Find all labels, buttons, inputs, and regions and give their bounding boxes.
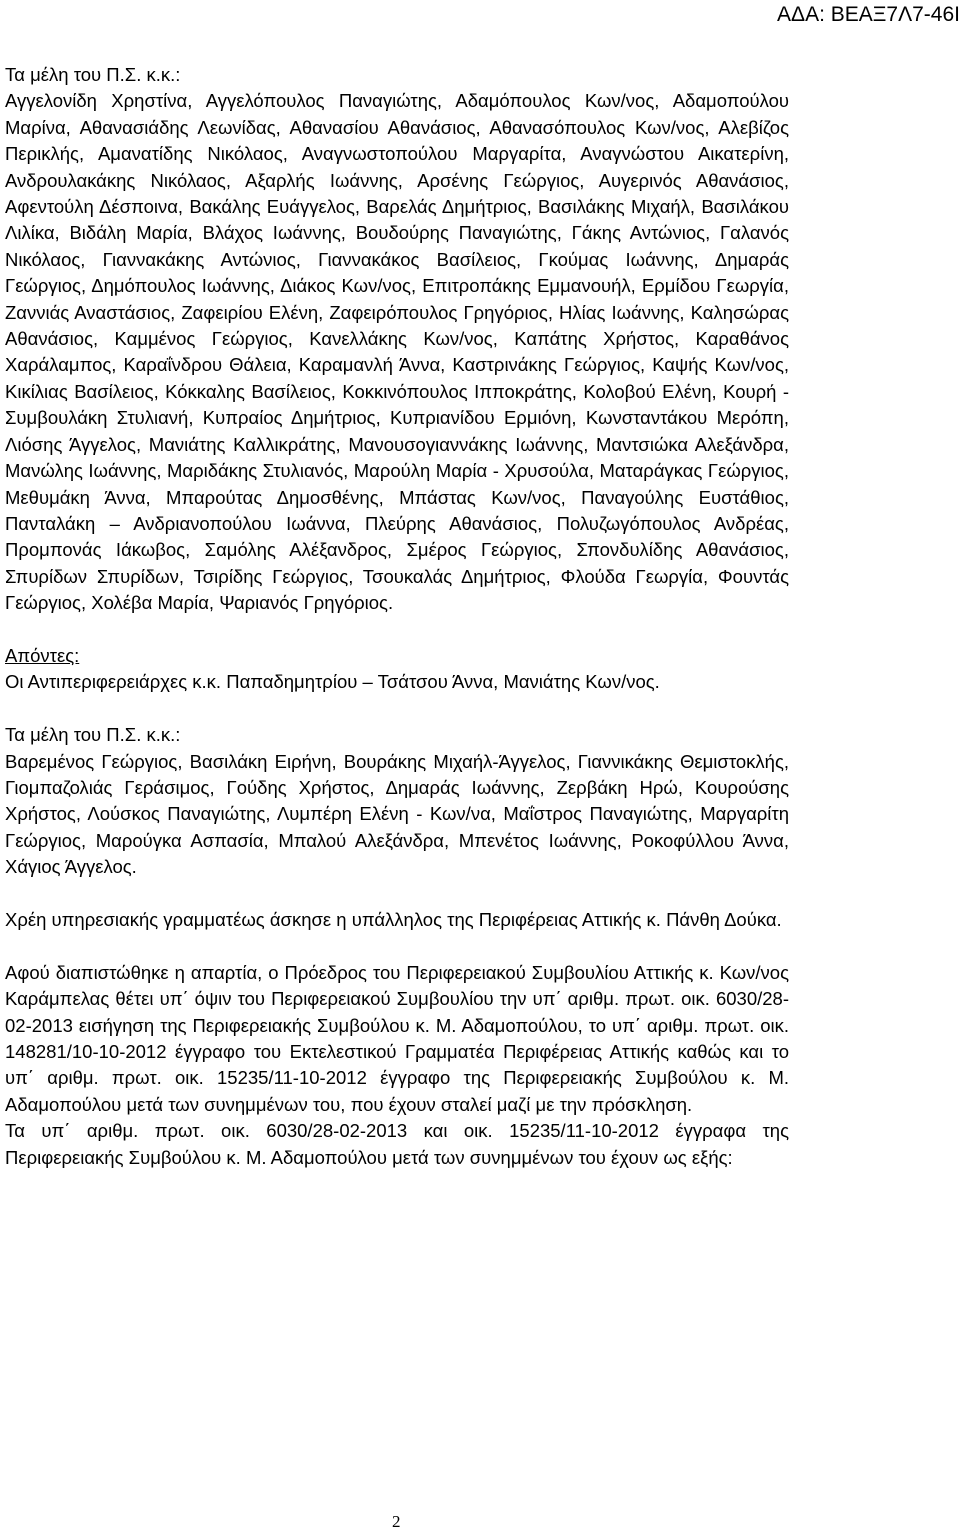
absent-heading	[5, 643, 789, 669]
documents-paragraph: Τα υπ΄ αριθμ. πρωτ. οικ. 6030/28-02-2013 και οικ. 15235/11-10-2012 έγγραφα της Περιφερειακής Συμβούλου κ. Μ. Αδαμοπούλου μετά των συνημμένων του έχουν ως εξής:	[5, 1120, 789, 1168]
page-number: 2	[392, 1512, 401, 1531]
absent-list: Οι Αντιπεριφερειάρχες κ.κ. Παπαδημητρίου – Τσάτσου Άννα, Μανιάτης Κων/νος.	[5, 671, 660, 693]
absent-heading-text: Απόντες:	[5, 644, 80, 666]
ada-code: ΑΔΑ: ΒΕΑΞ7Λ7-46Ι	[777, 3, 960, 26]
document-body	[5, 62, 789, 1171]
members-heading: Τα μέλη του Π.Σ. κ.κ.:	[5, 64, 181, 85]
members-heading-2: Τα μέλη του Π.Σ. κ.κ.:	[5, 724, 181, 746]
members-list-2: Βαρεμένος Γεώργιος, Βασιλάκη Ειρήνη, Βουράκης Μιχαήλ-Άγγελος, Γιαννικάκης Θεμιστοκλής, Γιομπαζολιάς Γεράσιμος, Γούδης Χρήστος, Δημαράς Ιωάννης, Ζερβάκη Ηρώ, Κουρούσης Χρήστος, Λούσκος Παναγιώτης, Λυμπέρη Ελένη - Κων/να, Μαΐστρος Παναγιώτης, Μαργαρίτη Γεώργιος, Μαρούγκα Ασπασία, Μπαλού Αλεξάνδρα, Μπενέτος Ιωάννης, Ροκοφύλλου Άννα, Χάγιος Άγγελος.	[5, 750, 789, 878]
quorum-paragraph: Αφού διαπιστώθηκε η απαρτία, ο Πρόεδρος του Περιφερειακού Συμβουλίου Αττικής κ. Κων/νος Καράμπελας θέτει υπ΄ όψιν του Περιφερειακού Συμβουλίου την υπ΄ αριθμ. πρωτ. οικ. 6030/28-02-2013 εισήγηση της Περιφερειακής Συμβούλου κ. Μ. Αδαμοπούλου, το υπ΄ αριθμ. πρωτ. οικ. 148281/10-10-2012 έγγραφο του Εκτελεστικού Γραμματέα Περιφέρειας Αττικής καθώς και το υπ΄ αριθμ. πρωτ. οικ. 15235/11-10-2012 έγγραφο της Περιφερειακής Συμβούλου κ. Μ. Αδαμοπούλου μετά των συνημμένων του, που έχουν σταλεί μαζί με την πρόσκληση.	[5, 961, 789, 1115]
members-list: Αγγελονίδη Χρηστίνα, Αγγελόπουλος Παναγιώτης, Αδαμόπουλος Κων/νος, Αδαμοπούλου Μαρίνα, Αθανασιάδης Λεωνίδας, Αθανασίου Αθανάσιος, Αθανασόπουλος Κων/νος, Αλεβίζος Περικλής, Αμανατίδης Νικόλαος, Αναγνωστοπούλου Μαργαρίτα, Αναγνώστου Αικατερίνη, Ανδρουλακάκης Νικόλαος, Αξαρλής Ιωάννης, Αρσένης Γεώργιος, Αυγερινός Αθανάσιος, Αφεντούλη Δέσποινα, Βακάλης Ευάγγελος, Βαρελάς Δημήτριος, Βασιλάκης Μιχαήλ, Βασιλάκου Λιλίκα, Βιδάλη Μαρία, Βλάχος Ιωάννης, Βουδούρης Παναγιώτης, Γάκης Αντώνιος, Γαλανός Νικόλαος, Γιαννακάκης Αντώνιος, Γιαννακάκος Βασίλειος, Γκούμας Ιωάννης, Δημαράς Γεώργιος, Δημόπουλος Ιωάννης, Διάκος Κων/νος, Επιτροπάκης Εμμανουήλ, Ερμίδου Γεωργία, Ζαννιάς Αναστάσιος, Ζαφειρίου Ελένη, Ζαφειρόπουλος Γρηγόριος, Ηλίας Ιωάννης, Καλησώρας Αθανάσιος, Καμμένος Γεώργιος, Κανελλάκης Κων/νος, Καπάτης Χρήστος, Καραθάνος Χαράλαμπος, Καραΐνδρου Θάλεια, Καραμανλή Άννα, Καστρινάκης Γεώργιος, Καψής Κων/νος, Κικίλιας Βασίλειος, Κόκκαλης Βασίλειος, Κοκκινόπουλος Ιπποκράτης, Κολοβού Ελένη, Κουρή - Συμβουλάκη Στυλιανή, Κυπραίος Δημήτριος, Κυπριανίδου Ερμιόνη, Κωνσταντάκου Μερόπη, Λιόσης Άγγελος, Μανιάτης Καλλικράτης, Μανουσογιαννάκης Ιωάννης, Μαντσιώκα Αλεξάνδρα, Μανώλης Ιωάννης, Μαριδάκης Στυλιανός, Μαρούλη Μαρία - Χρυσούλα, Ματαράγκας Γεώργιος, Μεθυμάκη Άννα, Μπαρούτας Δημοσθένης, Μπάστας Κων/νος, Παναγούλης Ευστάθιος, Πανταλάκη – Ανδριανοπούλου Ιωάννα, Πλεύρης Αθανάσιος, Πολυζωγόπουλος Ανδρέας, Προμπονάς Ιάκωβος, Σαμόλης Αλέξανδρος, Σμέρος Γεώργιος, Σπονδυλίδης Αθανάσιος, Σπυρίδων Σπυρίδων, Τσιρίδης Γεώργιος, Τσουκαλάς Δημήτριος, Φλούδα Γεωργία, Φουντάς Γεώργιος, Χολέβα Μαρία, Ψαριανός Γρηγόριος.	[5, 90, 789, 614]
secretary-paragraph: Χρέη υπηρεσιακής γραμματέως άσκησε η υπάλληλος της Περιφέρειας Αττικής κ. Πάνθη Δούκα.	[5, 908, 782, 930]
